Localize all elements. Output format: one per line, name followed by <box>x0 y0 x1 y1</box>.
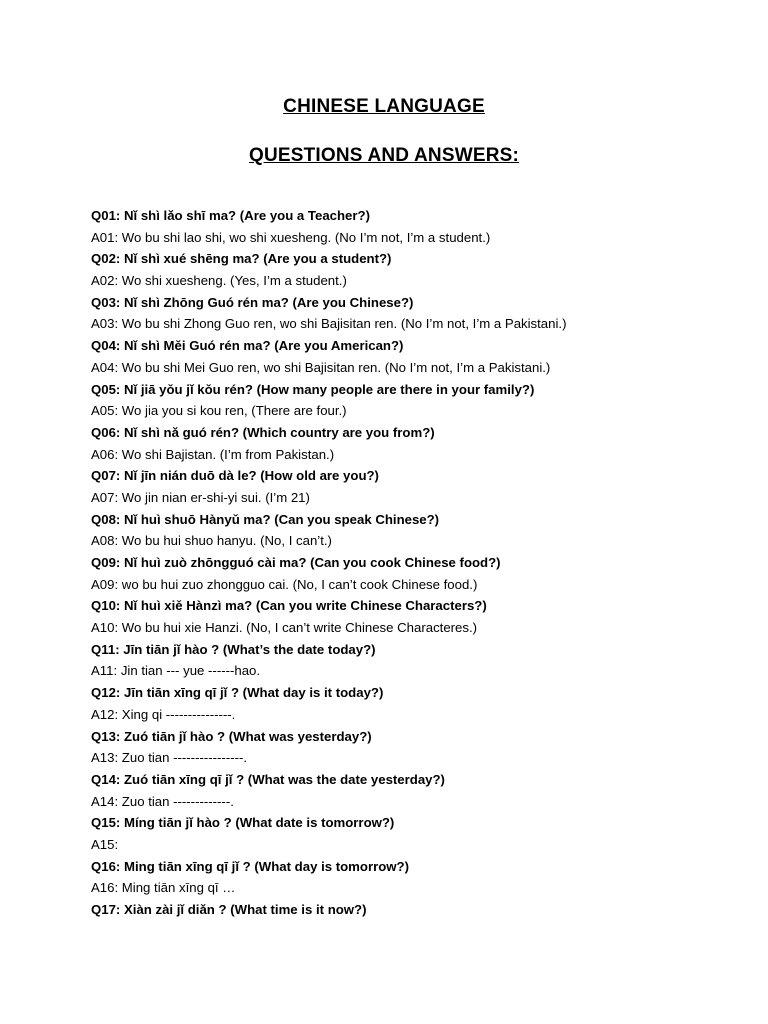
question-text: Nǐ shì nǎ guó rén? (Which country are you from?) <box>120 424 435 440</box>
question-label: Q17: <box>91 902 121 917</box>
question-label: Q02: <box>91 251 121 267</box>
question-line <box>91 595 731 617</box>
question-line <box>91 812 731 834</box>
question-label: Q15: <box>91 815 121 831</box>
answer-line <box>91 791 731 813</box>
question-label: Q12: <box>91 685 121 701</box>
answer-label: A09: <box>91 576 119 592</box>
answer-line <box>91 487 731 509</box>
answer-label: A05: <box>91 403 119 419</box>
answer-text: Wo shi Bajistan. (I’m from Pakistan.) <box>118 446 335 462</box>
question-text: Zuó tiān xīng qī jǐ ? (What was the date yesterday?) <box>120 771 445 787</box>
question-text: Nǐ huì xiě Hànzì ma? (Can you write Chinese Characters?) <box>120 598 487 614</box>
page-title: CHINESE LANGUAGE <box>283 96 485 117</box>
answer-label: A12: <box>91 706 119 722</box>
answer-line <box>91 270 731 292</box>
answer-label: A03: <box>91 316 119 332</box>
question-line <box>91 769 731 791</box>
answer-line <box>91 877 731 899</box>
question-line <box>91 248 731 270</box>
question-line <box>91 639 731 661</box>
question-line <box>91 899 731 921</box>
answer-line <box>91 227 731 249</box>
question-line <box>91 509 731 531</box>
answer-text: Jin tian --- yue ------hao. <box>117 663 261 679</box>
answer-line <box>91 617 731 639</box>
question-text: Nǐ huì shuō Hànyǔ ma? (Can you speak Chinese?) <box>120 511 440 527</box>
answer-label: A11: <box>91 663 118 679</box>
answer-text: Wo jin nian er-shi-yi sui. (I’m 21) <box>118 489 310 505</box>
answer-line <box>91 834 731 856</box>
answer-line <box>91 357 731 379</box>
question-label: Q13: <box>91 728 121 744</box>
question-text: Nǐ shì xué shēng ma? (Are you a student?) <box>120 251 392 267</box>
question-label: Q06: <box>91 424 121 440</box>
question-line <box>91 682 731 704</box>
answer-text: Zuo tian ----------------. <box>118 750 248 766</box>
question-text: Nǐ shì Měi Guó rén ma? (Are you American?) <box>120 338 404 354</box>
page-subtitle: QUESTIONS AND ANSWERS: <box>248 145 520 166</box>
question-line <box>91 465 731 487</box>
answer-text: Wo bu hui xie Hanzi. (No, I can’t write Chinese Characteres.) <box>118 620 478 636</box>
answer-text: Xing qi ---------------. <box>118 706 236 722</box>
question-text: Nǐ shì lǎo shī ma? (Are you a Teacher?) <box>120 208 370 223</box>
answer-label: A16: <box>91 880 119 896</box>
answer-label: A14: <box>91 793 119 809</box>
answer-text: Ming tiān xīng qī … <box>118 880 236 896</box>
answer-text: Wo shi xuesheng. (Yes, I’m a student.) <box>118 273 347 289</box>
question-line <box>91 205 731 227</box>
question-label: Q05: <box>91 381 121 397</box>
answer-line <box>91 704 731 726</box>
answer-label: A07: <box>91 489 119 505</box>
question-text: Ming tiān xīng qī jǐ ? (What day is tomorrow?) <box>120 858 409 874</box>
question-label: Q03: <box>91 294 121 310</box>
answer-text: Wo bu hui shuo hanyu. (No, I can’t.) <box>118 533 332 549</box>
answer-text: Wo bu shi Mei Guo ren, wo shi Bajisitan ren. (No I’m not, I’m a Pakistani.) <box>118 359 551 375</box>
question-line <box>91 379 731 401</box>
question-label: Q08: <box>91 511 121 527</box>
answer-label: A08: <box>91 533 119 549</box>
answer-label: A15: <box>91 836 119 852</box>
answer-text: Wo jia you si kou ren, (There are four.) <box>118 403 347 419</box>
answer-label: A01: <box>91 229 119 245</box>
answer-line <box>91 530 731 552</box>
question-line <box>91 292 731 314</box>
question-text: Nǐ shì Zhōng Guó rén ma? (Are you Chinese?) <box>120 294 414 310</box>
question-text: Míng tiān jǐ hào ? (What date is tomorrow?) <box>120 815 395 831</box>
answer-text: Zuo tian -------------. <box>118 793 234 809</box>
question-text: Nǐ huì zuò zhōngguó cài ma? (Can you cook Chinese food?) <box>120 555 501 570</box>
answer-label: A10: <box>91 620 119 636</box>
answer-line <box>91 660 731 682</box>
question-label: Q11: <box>91 641 120 657</box>
answer-line <box>91 747 731 769</box>
answer-label: A06: <box>91 446 119 462</box>
question-text: Nǐ jiā yǒu jǐ kǒu rén? (How many people are there in your family?) <box>120 381 535 397</box>
question-label: Q14: <box>91 771 121 787</box>
question-line <box>91 552 731 574</box>
question-label: Q09: <box>91 555 121 570</box>
question-text: Xiàn zài jǐ diǎn ? (What time is it now?) <box>120 902 367 917</box>
answer-text: wo bu hui zuo zhongguo cai. (No, I can’t cook Chinese food.) <box>118 576 478 592</box>
answer-label: A02: <box>91 273 119 289</box>
answer-text: Wo bu shi lao shi, wo shi xuesheng. (No I’m not, I’m a student.) <box>118 229 491 245</box>
qa-list <box>91 205 731 921</box>
question-text: Nǐ jīn nián duō dà le? (How old are you?) <box>120 468 379 484</box>
question-text: Jīn tiān jǐ hào ? (What’s the date today?) <box>119 641 376 657</box>
question-label: Q16: <box>91 858 121 874</box>
question-line <box>91 856 731 878</box>
question-label: Q04: <box>91 338 121 354</box>
answer-line <box>91 444 731 466</box>
answer-line <box>91 574 731 596</box>
question-text: Zuó tiān jǐ hào ? (What was yesterday?) <box>120 728 372 744</box>
question-label: Q10: <box>91 598 121 614</box>
question-text: Jīn tiān xīng qī jǐ ? (What day is it today?) <box>120 685 384 701</box>
answer-label: A13: <box>91 750 119 766</box>
answer-label: A04: <box>91 359 119 375</box>
answer-line <box>91 400 731 422</box>
answer-line <box>91 313 731 335</box>
question-line <box>91 422 731 444</box>
question-line <box>91 335 731 357</box>
question-label: Q07: <box>91 468 121 484</box>
question-label: Q01: <box>91 208 121 223</box>
answer-text: Wo bu shi Zhong Guo ren, wo shi Bajisitan ren. (No I’m not, I’m a Pakistani.) <box>118 316 567 332</box>
question-line <box>91 726 731 748</box>
